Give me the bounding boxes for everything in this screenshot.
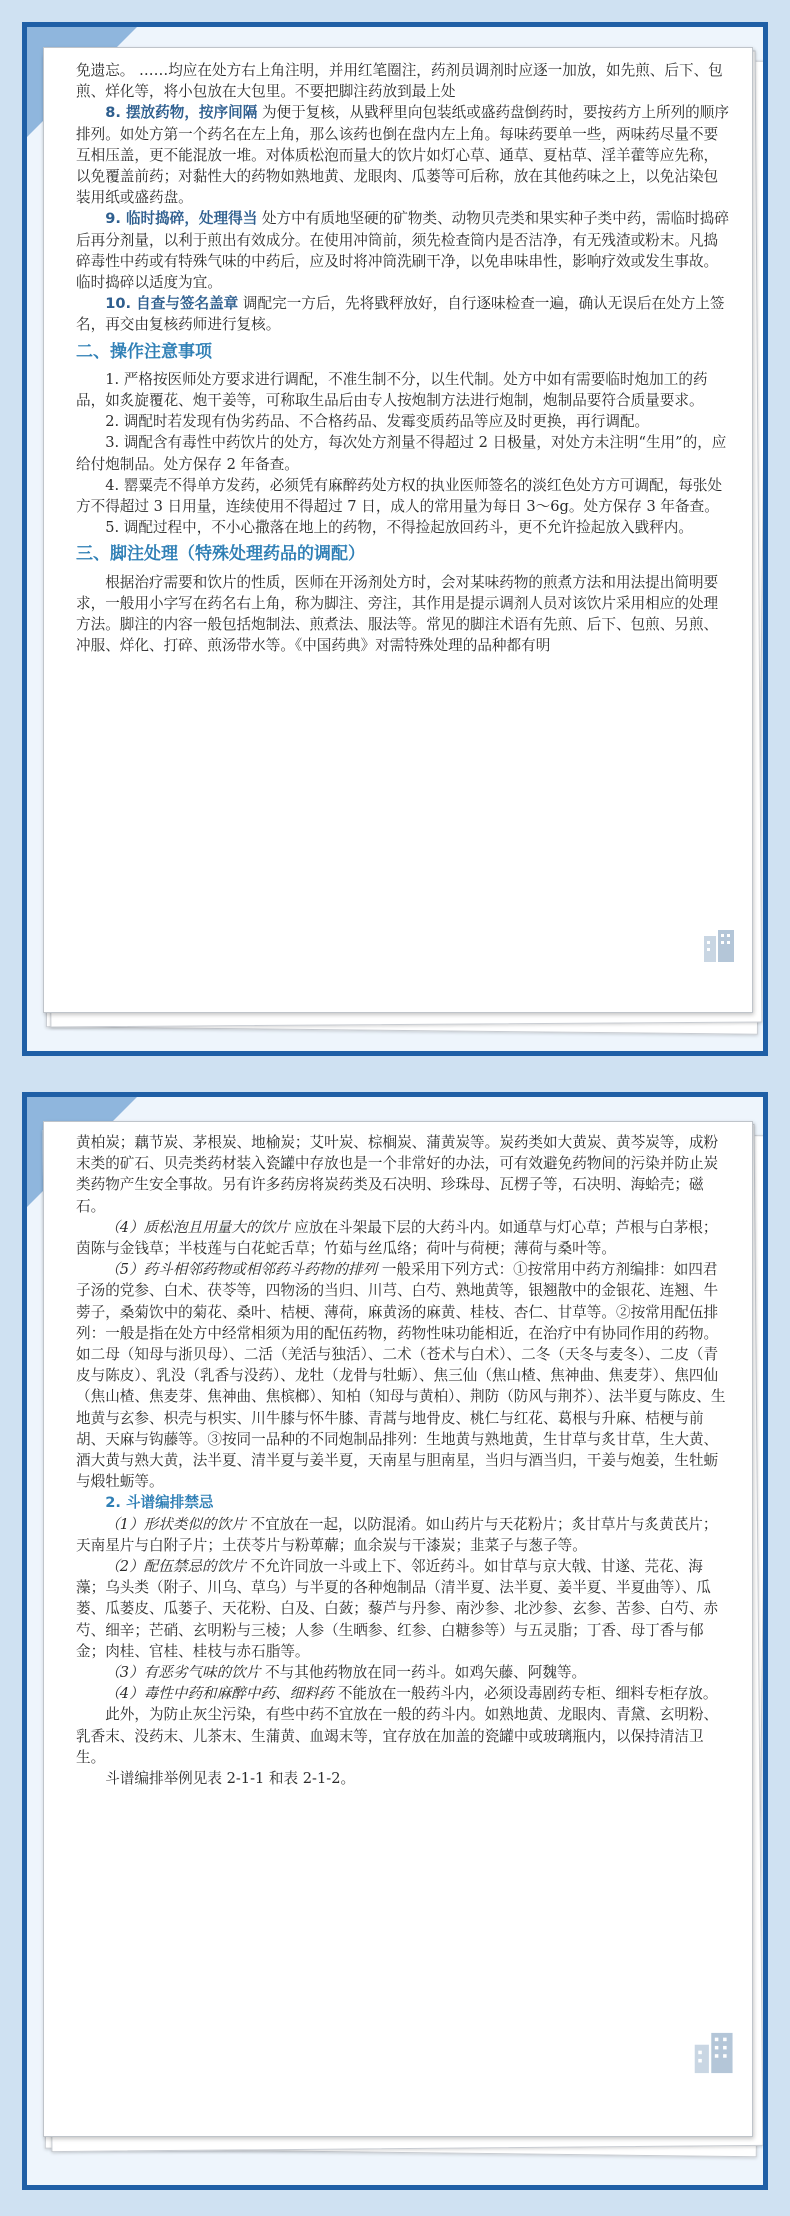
section-8 xyxy=(76,102,730,208)
section-8-text: 为便于复核，从戥秤里向包装纸或盛药盘倒药时，要按药方上所列的顺序排列。如处方第一个药名在左上角，那么该药也倒在盘内左上角。每味药要单一些，两味药尽量不要互相压盖，更不能混放一堆。对体质松泡而量大的饮片如灯心草、通草、夏枯草、淫羊藿等应先称，以免覆盖前药；对黏性大的药物如熟地黄、龙眼肉、瓜蒌等可后称，放在其他药味之上，以免沾染包装用纸或盛药盘。 xyxy=(76,104,729,207)
taboo-4 xyxy=(76,1683,730,1704)
taboo-1-title: （1）形状类似的饮片 xyxy=(105,1515,246,1533)
ops-item: 2. 调配时若发现有伪劣药品、不合格药品、发霉变质药品等应及时更换，再行调配。 xyxy=(105,413,650,431)
rule-5-title: （5）药斗相邻药物或相邻药斗药物的排列 xyxy=(105,1261,378,1279)
rule-5-text: 一般采用下列方式：①按常用中药方剂编排：如四君子汤的党参、白术、茯苓等，四物汤的当归、川芎、白芍、熟地黄等，银翘散中的金银花、连翘、牛蒡子，桑菊饮中的菊花、桑叶、桔梗、薄荷，麻黄汤的麻黄、桂枝、杏仁、甘草等。②按常用配伍排列：一般是指在处方中经常相须为用的配伍药物，药物性味功能相近，在治疗中有协同作用的药物。如二母（知母与浙贝母）、二活（羌活与独活）、二术（苍术与白术）、二冬（天冬与麦冬）、二皮（青皮与陈皮）、乳没（乳香与没药）、龙牡（龙骨与牡蛎）、焦三仙（焦山楂、焦神曲、焦麦芽）、焦四仙（焦山楂、焦麦芽、焦神曲、焦槟榔）、知柏（知母与黄柏）、荆防（防风与荆芥）、法半夏与陈皮、生地黄与玄参、枳壳与枳实、川牛膝与怀牛膝、青蒿与地骨皮、桃仁与红花、葛根与升麻、桔梗与前胡、天麻与钩藤等。③按同一品种的不同炮制品排列：生地黄与熟地黄，生甘草与炙甘草，生大黄、酒大黄与熟大黄，法半夏、清半夏与姜半夏，天南星与胆南星，当归与酒当归，干姜与炮姜，生牡蛎与煅牡蛎等。 xyxy=(76,1261,726,1491)
section-8-title: 8. 摆放药物，按序间隔 xyxy=(105,104,258,122)
rule-5 xyxy=(76,1259,730,1492)
book-photo-panel-1 xyxy=(22,22,768,1056)
rule-4 xyxy=(76,1217,730,1259)
book-page-1 xyxy=(43,47,753,1013)
closing-paragraph: 此外，为防止灰尘污染，有些中药不宜放在一般的药斗内。如熟地黄、龙眼肉、青黛、玄明粉、乳香末、没药末、儿茶末、生蒲黄、血竭末等，宜存放在加盖的瓷罐中或玻璃瓶内，以保持清洁卫生。 xyxy=(76,1706,719,1766)
section-10-text: 调配完一方后，先将戥秤放好，自行逐味检查一遍，确认无误后在处方上签名，再交由复核药师进行复核。 xyxy=(76,295,725,334)
page1-top-line: 免遗忘。 ……均应在处方右上角注明，并用红笔圈注，药剂员调剂时应逐一加放，如先煎、后下、包煎、烊化等，将小包放在大包里。不要把脚注药放到最上处 xyxy=(76,62,723,101)
page2-intro: 黄柏炭；藕节炭、茅根炭、地榆炭；艾叶炭、棕榈炭、蒲黄炭等。炭药类如大黄炭、黄芩炭等，成粉末类的矿石、贝壳类药材装入瓷罐中存放也是一个非常好的办法，可有效避免药物间的污染并防止炭类药物产生安全事故。另有许多药房将炭药类及石决明、珍珠母、瓦楞子等，石决明、海蛤壳；磁石。 xyxy=(76,1134,719,1215)
taboo-2 xyxy=(76,1556,730,1662)
taboo-1-text: 不宜放在一起，以防混淆。如山药片与天花粉片；炙甘草片与炙黄芪片；天南星片与白附子片；土茯苓片与粉萆薢；血余炭与干漆炭；韭菜子与葱子等。 xyxy=(76,1515,718,1554)
taboo-3-title: （3）有恶劣气味的饮片 xyxy=(105,1664,261,1682)
section-9 xyxy=(76,208,730,293)
taboo-4-text: 不能放在一般药斗内，必须设毒剧药专柜、细料专柜存放。 xyxy=(338,1685,718,1703)
ops-item: 3. 调配含有毒性中药饮片的处方，每次处方剂量不得超过 2 日极量，对处方未注明“生用”的，应给付炮制品。处方保存 2 年备查。 xyxy=(76,434,727,473)
taboo-3 xyxy=(76,1662,730,1683)
section-9-text: 处方中有质地坚硬的矿物类、动物贝壳类和果实种子类中药，需临时捣碎后再分剂量，以利于煎出有效成分。在使用冲筒前，须先检查筒内是否洁净，有无残渣或粉末。凡捣碎毒性中药或有特殊气味的中药后，应及时将冲筒洗刷干净，以免串味串性，影响疗效或发生事故。临时捣碎以适度为宜。 xyxy=(76,210,729,292)
book-page-2 xyxy=(43,1121,753,2137)
rule-4-title: （4）质松泡且用量大的饮片 xyxy=(105,1218,290,1236)
section-10 xyxy=(76,293,730,335)
taboo-2-title: （2）配伍禁忌的饮片 xyxy=(105,1558,246,1576)
building-illustration-icon xyxy=(698,926,742,964)
taboo-4-title: （4）毒性中药和麻醉中药、细料药 xyxy=(105,1685,334,1703)
building-illustration-icon xyxy=(690,2030,742,2076)
taboo-2-text: 不允许同放一斗或上下、邻近药斗。如甘草与京大戟、甘遂、芫花、海藻；乌头类（附子、川乌、草乌）与半夏的各种炮制品（清半夏、法半夏、姜半夏、半夏曲等）、瓜蒌、瓜蒌皮、瓜蒌子、天花粉、白及、白蔹；藜芦与丹参、南沙参、北沙参、玄参、苦参、白芍、赤芍、细辛；芒硝、玄明粉与三棱；人参（生晒参、红参、白糖参等）与五灵脂；丁香、母丁香与郁金；肉桂、官桂、桂枝与赤石脂等。 xyxy=(76,1558,719,1660)
rule-4-text: 应放在斗架最下层的大药斗内。如通草与灯心草；芦根与白茅根；茵陈与金钱草；半枝莲与白花蛇舌草；竹茹与丝瓜络；荷叶与荷梗；薄荷与桑叶等。 xyxy=(76,1218,718,1258)
table-reference: 斗谱编排举例见表 2-1-1 和表 2-1-2。 xyxy=(105,1770,356,1788)
footnote-paragraph: 根据治疗需要和饮片的性质，医师在开汤剂处方时，会对某味药物的煎煮方法和用法提出简明要求，一般用小字写在药名右上角，称为脚注、旁注，其作用是提示调剂人员对该饮片采用相应的处理方法。脚注的内容一般包括炮制法、煎煮法、服法等。常见的脚注术语有先煎、后下、包煎、另煎、冲服、烊化、打碎、煎汤带水等。《中国药典》对需特殊处理的品种都有明 xyxy=(76,573,719,655)
book-photo-panel-2 xyxy=(22,1092,768,2190)
heading-footnote-handling: 三、脚注处理（特殊处理药品的调配） xyxy=(76,544,365,565)
ops-item: 4. 罂粟壳不得单方发药，必须凭有麻醉药处方权的执业医师签名的淡红色处方方可调配，每张处方不得超过 3 日用量，连续使用不得超过 7 日，成人的常用量为每日 3～6g。处方保存 3 年备查。 xyxy=(76,476,723,516)
section-10-title: 10. 自查与签名盖章 xyxy=(105,295,239,313)
ops-item: 5. 调配过程中，不小心撒落在地上的药物，不得捡起放回药斗，更不允许捡起放入戥秤内。 xyxy=(105,519,693,537)
section-9-title: 9. 临时捣碎，处理得当 xyxy=(105,210,258,228)
heading-operation-notes: 二、操作注意事项 xyxy=(76,341,212,362)
ops-item: 1. 严格按医师处方要求进行调配，不准生制不分，以生代制。处方中如有需要临时炮加工的药品，如炙旋覆花、炮干姜等，可称取生品后由专人按炮制方法进行炮制，炮制品要符合质量要求。 xyxy=(76,370,708,410)
heading-taboo: 2. 斗谱编排禁忌 xyxy=(105,1494,214,1512)
taboo-3-text: 不与其他药物放在同一药斗。如鸡矢藤、阿魏等。 xyxy=(265,1664,587,1682)
taboo-1 xyxy=(76,1514,730,1556)
